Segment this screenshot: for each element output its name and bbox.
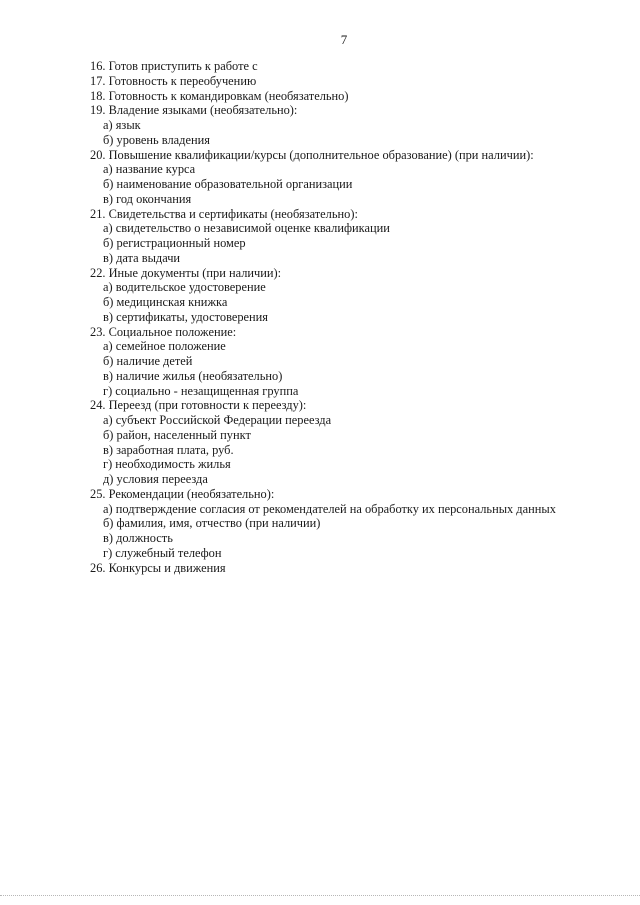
- list-subitem: в) заработная плата, руб.: [103, 442, 234, 457]
- list-item: 16. Готов приступить к работе с: [90, 59, 258, 73]
- document-body: [0, 59, 640, 575]
- list-subitem: б) регистрационный номер: [103, 236, 246, 250]
- list-subitem: в) должность: [103, 531, 173, 545]
- list-item: 22. Иные документы (при наличии):: [90, 265, 282, 280]
- list-subitem: а) свидетельство о независимой оценке квалификации: [103, 221, 390, 236]
- list-subitem: г) социально - незащищенная группа: [103, 383, 299, 398]
- list-item: 26. Конкурсы и движения: [90, 560, 226, 575]
- list-subitem: д) условия переезда: [103, 472, 208, 486]
- page-number: 7: [340, 32, 348, 47]
- list-subitem: г) служебный телефон: [103, 545, 222, 560]
- list-subitem: а) семейное положение: [103, 339, 226, 354]
- list-subitem: а) подтверждение согласия от рекомендателей на обработку их персональных данных: [103, 501, 556, 516]
- list-subitem: в) дата выдачи: [103, 250, 181, 265]
- list-item: 18. Готовность к командировкам (необязательно): [90, 88, 349, 103]
- list-subitem: б) наличие детей: [103, 354, 193, 368]
- list-subitem: в) наличие жилья (необязательно): [103, 368, 283, 383]
- list-subitem: а) язык: [103, 118, 141, 132]
- list-item: 25. Рекомендации (необязательно):: [90, 486, 275, 501]
- list-item: 21. Свидетельства и сертификаты (необязательно):: [90, 206, 358, 221]
- scan-edge-divider: [0, 895, 640, 897]
- list-item: 19. Владение языками (необязательно):: [90, 103, 298, 118]
- list-subitem: в) год окончания: [103, 191, 192, 206]
- list-subitem: в) сертификаты, удостоверения: [103, 309, 269, 324]
- list-subitem: б) район, населенный пункт: [103, 427, 251, 442]
- list-subitem: а) субъект Российской Федерации переезда: [103, 413, 332, 427]
- list-subitem: б) медицинская книжка: [103, 295, 228, 309]
- list-item: 24. Переезд (при готовности к переезду):: [90, 398, 307, 413]
- list-item: 20. Повышение квалификации/курсы (дополнительное образование) (при наличии):: [90, 147, 534, 162]
- list-subitem: б) уровень владения: [103, 132, 210, 147]
- list-item: 17. Готовность к переобучению: [90, 73, 257, 88]
- list-subitem: г) необходимость жилья: [103, 457, 231, 472]
- list-subitem: а) водительское удостоверение: [103, 280, 266, 295]
- list-subitem: б) фамилия, имя, отчество (при наличии): [103, 516, 321, 531]
- list-subitem: б) наименование образовательной организации: [103, 177, 353, 191]
- list-subitem: а) название курса: [103, 162, 196, 177]
- list-item: 23. Социальное положение:: [90, 324, 237, 339]
